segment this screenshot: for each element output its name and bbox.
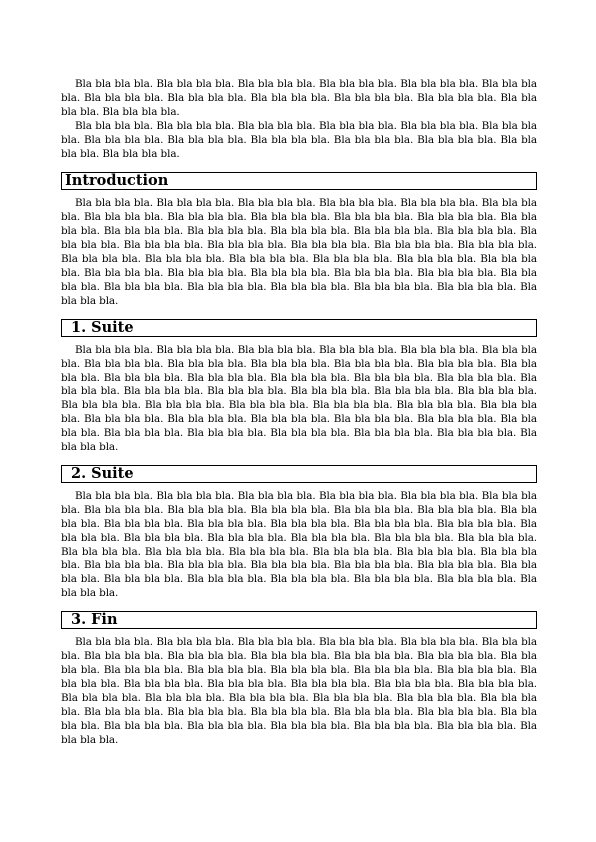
preamble-paragraph-1: Bla bla bla bla. Bla bla bla bla. Bla bla bla bla. Bla bla bla bla. Bla bla bla bla. Bla bla bla bla. Bla bla bla bla. Bla bla bla bla. Bla bla bla bla. Bla bla bla bla. Bla bla bla bla. Bla bla bla bla. Bla bla bla bla.: [61, 78, 537, 118]
document-page: [61, 78, 537, 747]
section-number: 1.: [71, 318, 87, 336]
section-title: Fin: [91, 611, 118, 629]
preamble-paragraph-2: Bla bla bla bla. Bla bla bla bla. Bla bla bla bla. Bla bla bla bla. Bla bla bla bla. Bla bla bla bla. Bla bla bla bla. Bla bla bla bla. Bla bla bla bla. Bla bla bla bla. Bla bla bla bla. Bla bla bla bla. Bla bla bla bla.: [61, 119, 537, 160]
section-body-3: Bla bla bla bla. Bla bla bla bla. Bla bla bla bla. Bla bla bla bla. Bla bla bla bla. Bla bla bla bla. Bla bla bla bla. Bla bla bla bla. Bla bla bla bla. Bla bla bla bla. Bla bla bla bla. Bla bla bla bla. Bla bla bla bla. Bla bla bla bla. Bla bla bla bla. Bla bla bla bla. Bla bla bla bla. Bla bla bla bla. Bla bla bla bla. Bla bla bla bla. Bla bla bla bla. Bla bla bla bla. Bla bla bla bla. Bla bla bla bla. Bla bla bla bla. Bla bla bla bla. Bla bla bla bla. Bla bla bla bla. Bla bla bla bla. Bla bla bla bla. Bla bla bla bla. Bla bla bla bla. Bla bla bla bla. Bla bla bla bla. Bla bla bla bla. Bla bla bla bla. Bla bla bla bla. Bla bla bla bla. Bla bla bla bla. Bla bla bla bla. Bla bla bla bla.: [61, 636, 537, 746]
section-title: Suite: [91, 318, 134, 336]
section-number: 2.: [71, 464, 87, 482]
section-heading-introduction: [61, 172, 537, 190]
section-body-2: Bla bla bla bla. Bla bla bla bla. Bla bla bla bla. Bla bla bla bla. Bla bla bla bla. Bla bla bla bla. Bla bla bla bla. Bla bla bla bla. Bla bla bla bla. Bla bla bla bla. Bla bla bla bla. Bla bla bla bla. Bla bla bla bla. Bla bla bla bla. Bla bla bla bla. Bla bla bla bla. Bla bla bla bla. Bla bla bla bla. Bla bla bla bla. Bla bla bla bla. Bla bla bla bla. Bla bla bla bla. Bla bla bla bla. Bla bla bla bla. Bla bla bla bla. Bla bla bla bla. Bla bla bla bla. Bla bla bla bla. Bla bla bla bla. Bla bla bla bla. Bla bla bla bla. Bla bla bla bla. Bla bla bla bla. Bla bla bla bla. Bla bla bla bla. Bla bla bla bla. Bla bla bla bla. Bla bla bla bla. Bla bla bla bla. Bla bla bla bla. Bla bla bla bla.: [61, 489, 537, 600]
section-heading-1: [61, 319, 537, 337]
section-body-1: Bla bla bla bla. Bla bla bla bla. Bla bla bla bla. Bla bla bla bla. Bla bla bla bla. Bla bla bla bla. Bla bla bla bla. Bla bla bla bla. Bla bla bla bla. Bla bla bla bla. Bla bla bla bla. Bla bla bla bla. Bla bla bla bla. Bla bla bla bla. Bla bla bla bla. Bla bla bla bla. Bla bla bla bla. Bla bla bla bla. Bla bla bla bla. Bla bla bla bla. Bla bla bla bla. Bla bla bla bla. Bla bla bla bla. Bla bla bla bla. Bla bla bla bla. Bla bla bla bla. Bla bla bla bla. Bla bla bla bla. Bla bla bla bla. Bla bla bla bla. Bla bla bla bla. Bla bla bla bla. Bla bla bla bla. Bla bla bla bla. Bla bla bla bla. Bla bla bla bla. Bla bla bla bla. Bla bla bla bla. Bla bla bla bla. Bla bla bla bla. Bla bla bla bla.: [61, 343, 537, 454]
section-number: 3.: [71, 611, 87, 629]
section-heading-2: [61, 465, 537, 483]
section-title: Suite: [91, 464, 134, 482]
section-title: Introduction: [65, 172, 169, 190]
section-heading-3: [61, 611, 537, 629]
section-body-introduction: Bla bla bla bla. Bla bla bla bla. Bla bla bla bla. Bla bla bla bla. Bla bla bla bla. Bla bla bla bla. Bla bla bla bla. Bla bla bla bla. Bla bla bla bla. Bla bla bla bla. Bla bla bla bla. Bla bla bla bla. Bla bla bla bla. Bla bla bla bla. Bla bla bla bla. Bla bla bla bla. Bla bla bla bla. Bla bla bla bla. Bla bla bla bla. Bla bla bla bla. Bla bla bla bla. Bla bla bla bla. Bla bla bla bla. Bla bla bla bla. Bla bla bla bla. Bla bla bla bla. Bla bla bla bla. Bla bla bla bla. Bla bla bla bla. Bla bla bla bla. Bla bla bla bla. Bla bla bla bla. Bla bla bla bla. Bla bla bla bla. Bla bla bla bla. Bla bla bla bla. Bla bla bla bla. Bla bla bla bla. Bla bla bla bla. Bla bla bla bla. Bla bla bla bla.: [61, 197, 537, 307]
